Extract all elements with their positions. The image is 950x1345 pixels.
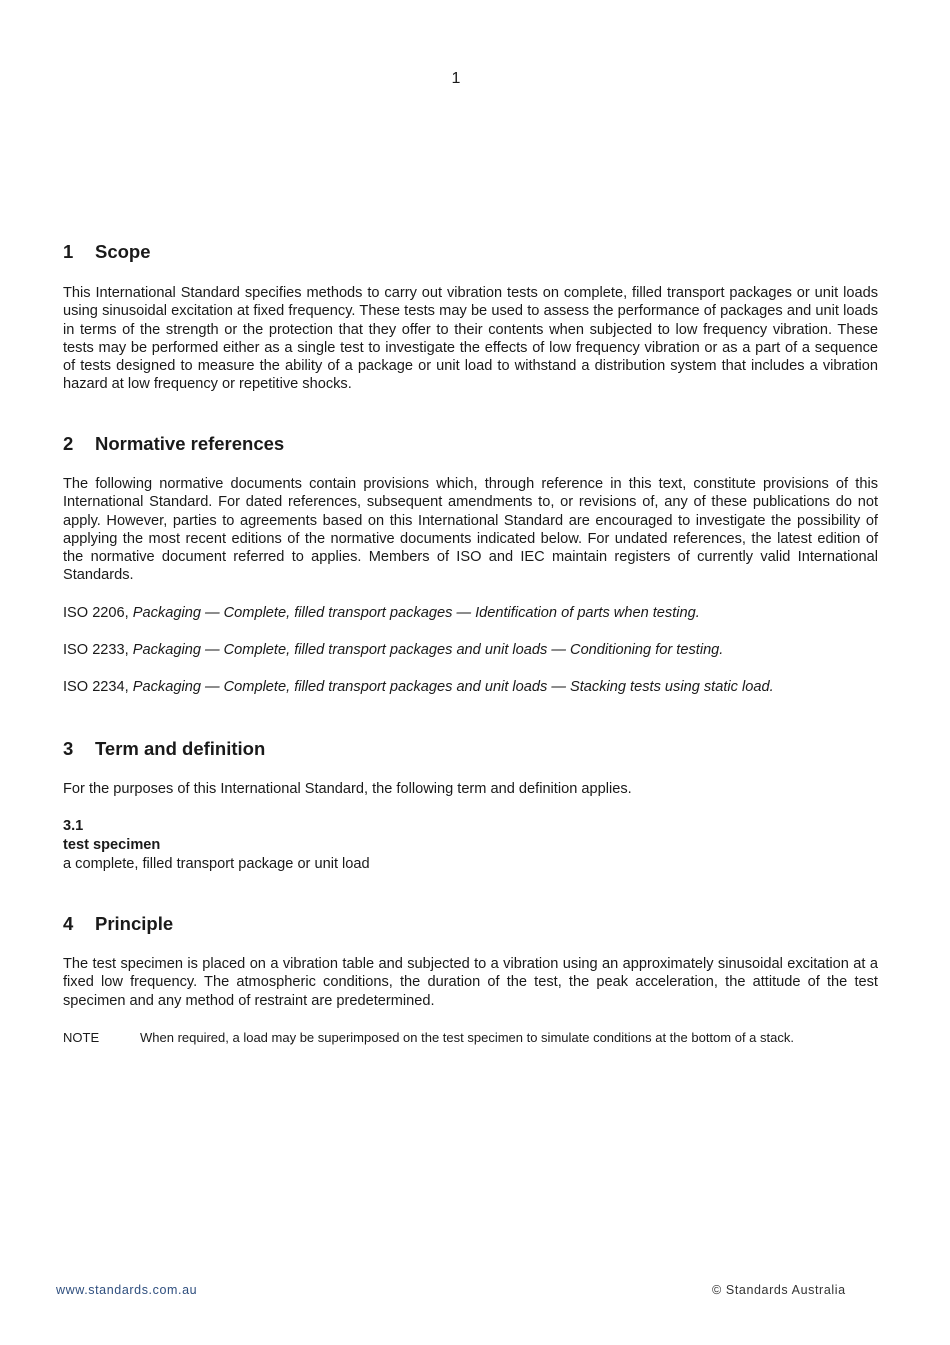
reference-title: Packaging — Complete, filled transport packages and unit loads — Conditioning for testing. xyxy=(132,642,724,659)
reference-title: Packaging — Complete, filled transport packages and unit loads — Stacking tests using static load. xyxy=(132,679,774,696)
section-title: Term and definition xyxy=(95,738,266,759)
section-body: The following normative documents contain provisions which, through reference in this text, constitute provisions of this International Standard. For dated references, subsequent amendments to, or revisions of, any of these publications do not apply. However, parties to agreements based on this International Standard are encouraged to investigate the possibility of applying the most recent editions of the normative documents indicated below. For undated references, the latest edition of the normative document referred to applies. Members of ISO and IEC maintain registers of currently valid International Standards. xyxy=(63,476,878,584)
note-text: When required, a load may be superimposed on the test specimen to simulate conditions at the bottom of a stack. xyxy=(140,1029,794,1045)
section-title: Scope xyxy=(95,241,151,262)
reference-title: Packaging — Complete, filled transport packages — Identification of parts when testing. xyxy=(132,604,700,621)
section-title: Principle xyxy=(95,913,174,934)
reference-item xyxy=(63,641,878,659)
section-term-definition xyxy=(63,737,878,874)
reference-item xyxy=(63,604,878,622)
note-label: NOTE xyxy=(63,1029,100,1045)
section-number: 4 xyxy=(63,913,74,934)
section-number: 1 xyxy=(63,241,74,262)
reference-code: ISO 2234, xyxy=(63,679,133,696)
term-number: 3.1 xyxy=(63,818,84,835)
section-heading xyxy=(63,240,878,264)
section-body: This International Standard specifies methods to carry out vibration tests on complete, filled transport packages or unit loads using sinusoidal excitation at fixed frequency. These tests may be used to assess the performance of packages and unit loads in terms of the strength or the protection that they offer to their contents when subjected to low frequency vibration. These tests may be performed either as a single test to investigate the effects of low frequency vibration or as a part of a sequence of tests designed to measure the ability of a package or unit load to withstand a distribution system that includes a vibration hazard at low frequency or repetitive shocks. xyxy=(63,285,878,393)
section-number: 3 xyxy=(63,738,74,759)
reference-code: ISO 2206, xyxy=(63,604,133,621)
term-definition: a complete, filled transport package or unit load xyxy=(63,856,370,873)
section-scope xyxy=(63,240,878,394)
section-body: The test specimen is placed on a vibration table and subjected to a vibration using an approximately sinusoidal excitation at a fixed low frequency. The atmospheric conditions, the duration of the test, the peak acceleration, the attitude of the test specimen and any method of restraint are predetermined. xyxy=(63,956,878,1009)
reference-code: ISO 2233, xyxy=(63,642,133,659)
section-number: 2 xyxy=(63,433,74,454)
term-name: test specimen xyxy=(63,837,161,854)
reference-item xyxy=(63,678,878,696)
section-principle xyxy=(63,912,878,1046)
section-heading xyxy=(63,432,878,456)
section-heading xyxy=(63,737,878,761)
page-number: 1 xyxy=(451,70,461,87)
section-body: For the purposes of this International Standard, the following term and definition applies. xyxy=(63,781,632,797)
note xyxy=(63,1029,878,1046)
section-title: Normative references xyxy=(95,433,285,454)
section-normative-references xyxy=(63,432,878,697)
footer-website-link[interactable]: www.standards.com.au xyxy=(56,1283,198,1297)
footer-copyright: © Standards Australia xyxy=(712,1283,846,1297)
section-heading xyxy=(63,912,878,936)
